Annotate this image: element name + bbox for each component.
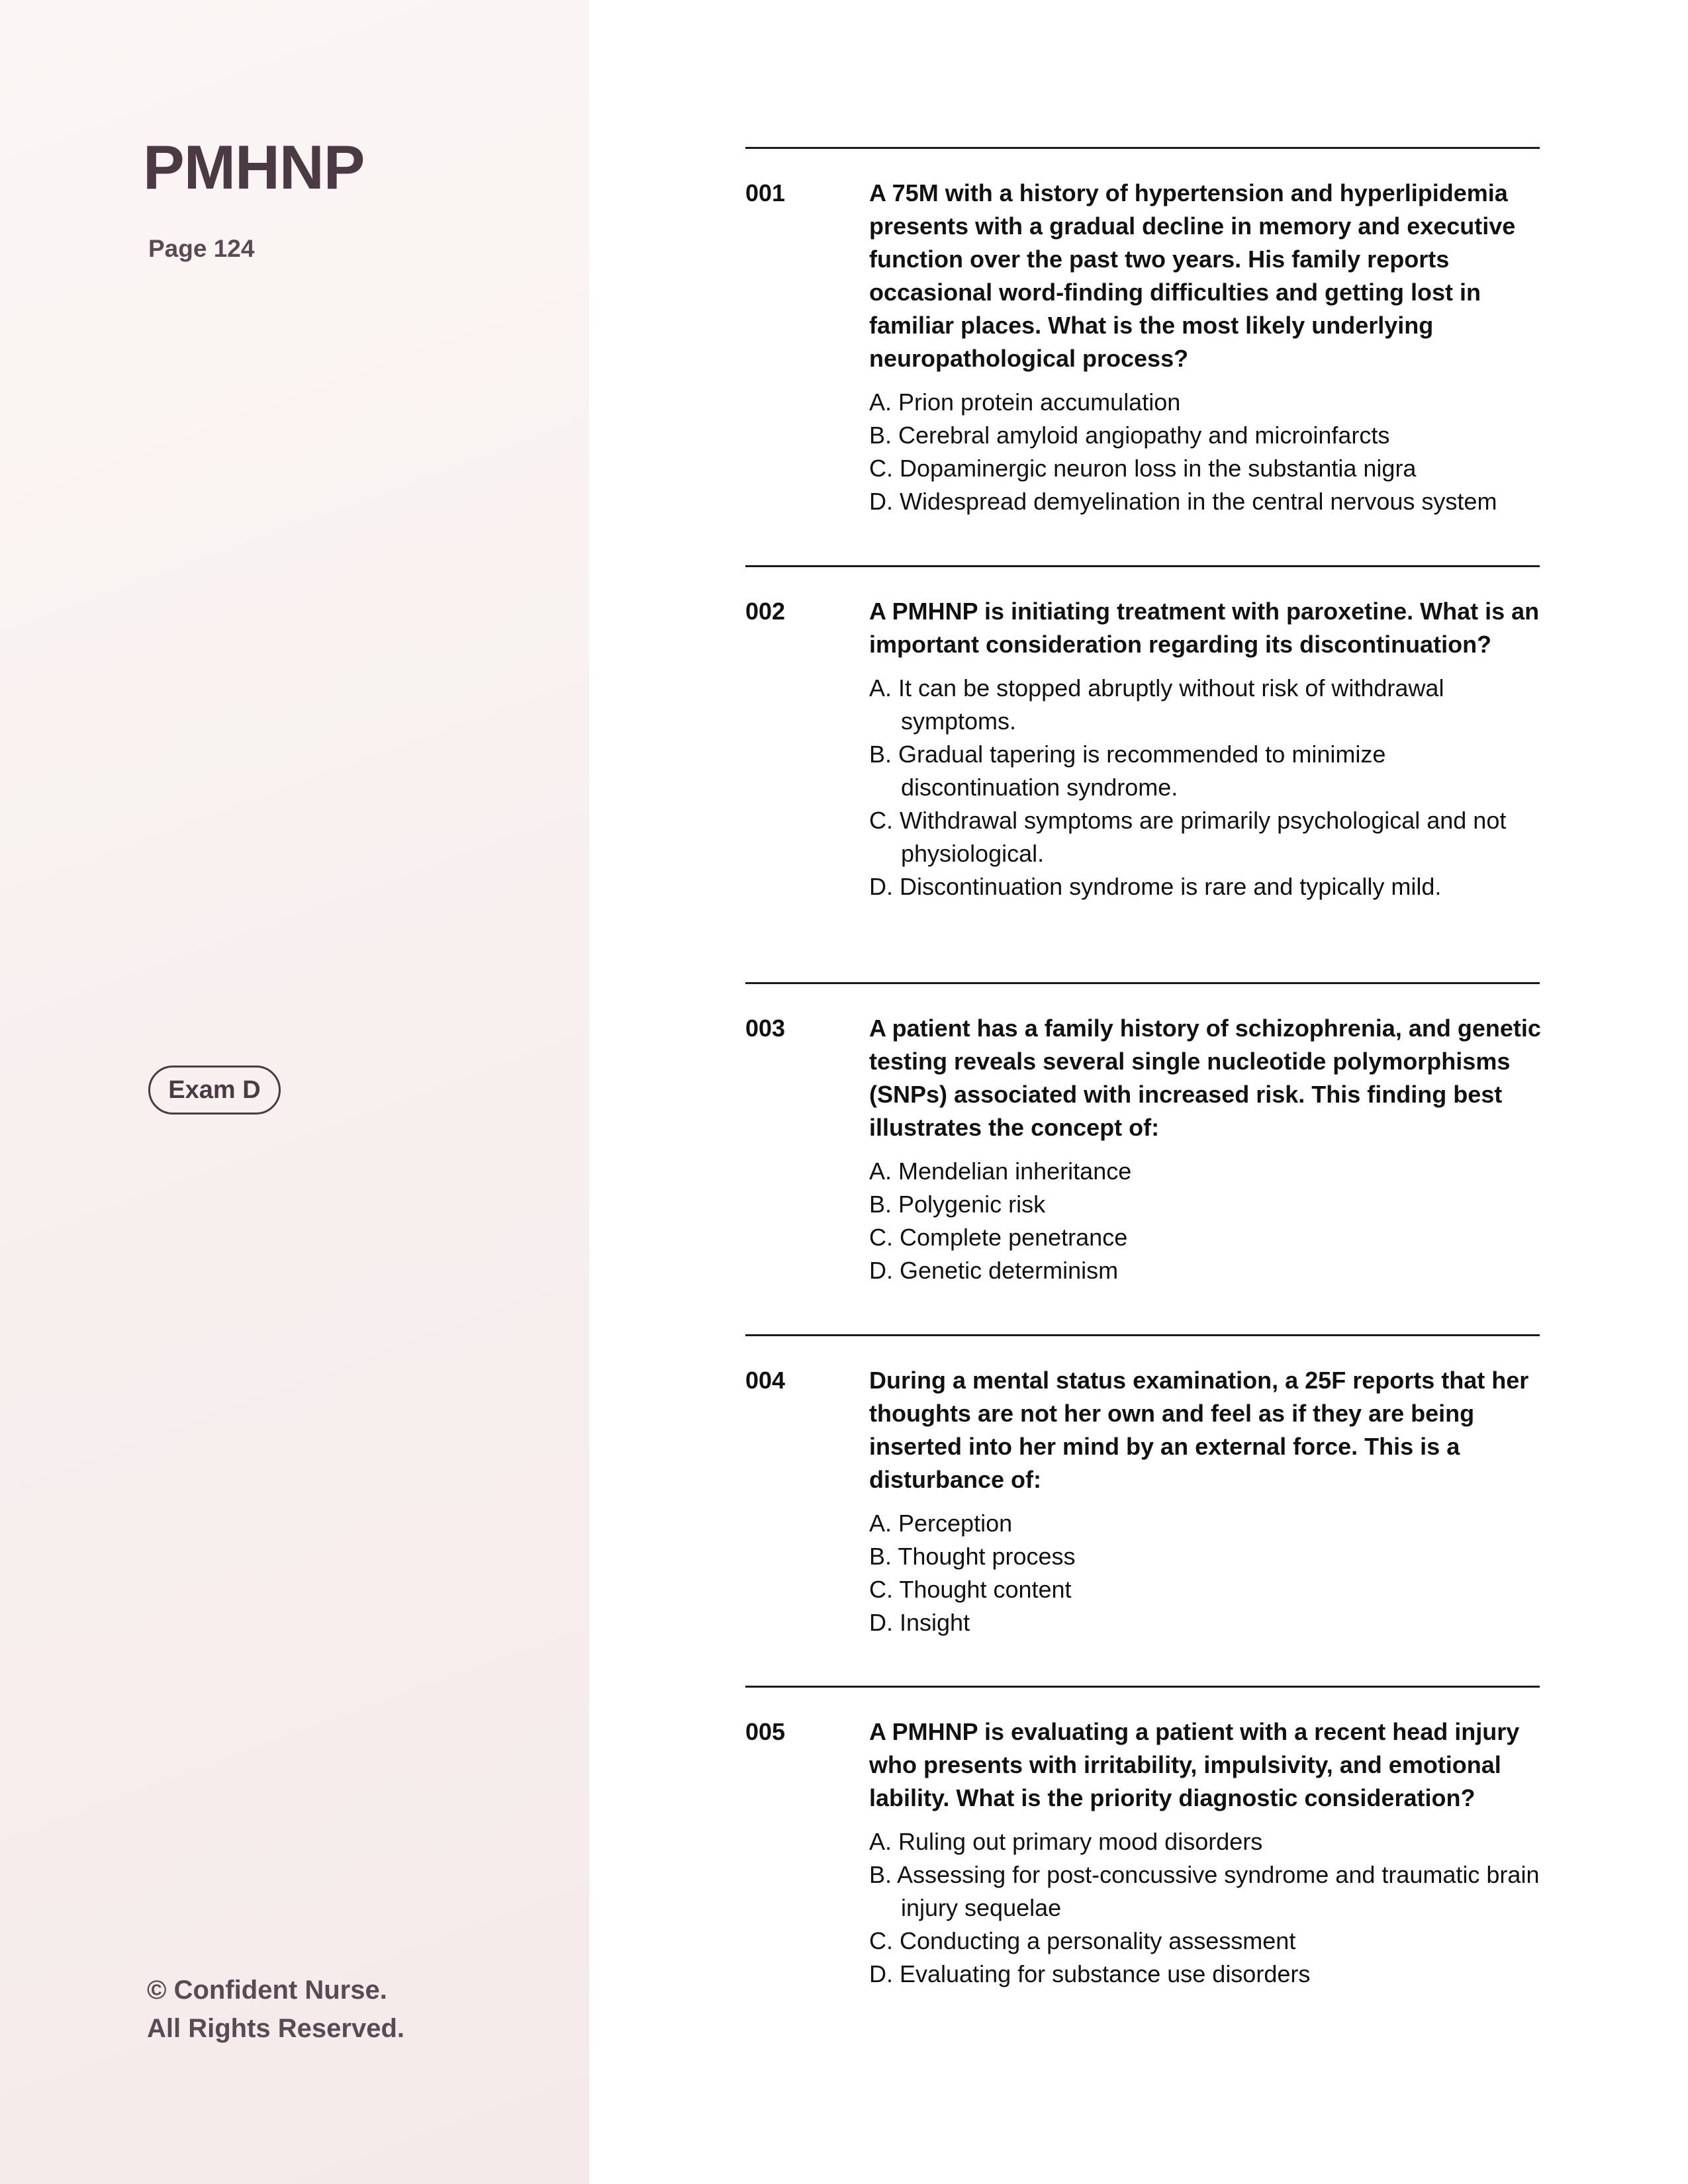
answer-option: D. Genetic determinism <box>869 1257 1119 1284</box>
answer-options <box>869 672 1544 903</box>
copyright-line: All Rights Reserved. <box>147 2014 405 2043</box>
question-004 <box>745 1334 1540 1636</box>
answer-option: A. Mendelian inheritance <box>869 1158 1132 1185</box>
answer-option: C. Thought content <box>869 1576 1072 1603</box>
answer-option: A. It can be stopped abruptly without risk of withdrawal symptoms. <box>869 674 1444 735</box>
answer-options <box>869 1155 1544 1287</box>
question-003 <box>745 982 1541 1284</box>
answer-options <box>869 1825 1544 1991</box>
question-body <box>869 595 1544 903</box>
answer-option: B. Polygenic risk <box>869 1191 1046 1218</box>
answer-option: C. Dopaminergic neuron loss in the substantia nigra <box>869 455 1417 482</box>
answer-option: A. Prion protein accumulation <box>869 388 1181 416</box>
exam-badge: Exam D <box>148 1066 281 1115</box>
answer-option: B. Thought process <box>869 1543 1076 1570</box>
question-number: 001 <box>745 179 786 206</box>
sidebar <box>0 0 589 2184</box>
question-number: 002 <box>745 598 786 625</box>
question-body <box>869 1715 1544 1991</box>
copyright-line: © Confident Nurse. <box>147 1976 387 2005</box>
question-001 <box>745 147 1540 515</box>
answer-options <box>869 386 1544 518</box>
answer-option: D. Widespread demyelination in the central nervous system <box>869 488 1497 515</box>
question-stem: A 75M with a history of hypertension and hyperlipidemia presents with a gradual decline in memory and executive function over the past two years. His family reports occasional word-finding difficulties and getting lost in familiar places. What is the most likely underlying neuropathological process? <box>869 179 1516 372</box>
question-stem: During a mental status examination, a 25F reports that her thoughts are not her own and feel as if they are being inserted into her mind by an external force. This is a disturbance of: <box>869 1367 1529 1493</box>
question-body <box>869 1012 1544 1287</box>
question-005 <box>745 1686 1540 1987</box>
question-number: 005 <box>745 1718 786 1745</box>
question-stem: A PMHNP is evaluating a patient with a recent head injury who presents with irritability, impulsivity, and emotional lability. What is the priority diagnostic consideration? <box>869 1718 1520 1811</box>
question-number: 004 <box>745 1367 786 1394</box>
answer-option: C. Conducting a personality assessment <box>869 1927 1296 1954</box>
answer-option: D. Evaluating for substance use disorders <box>869 1960 1311 1987</box>
answer-option: C. Withdrawal symptoms are primarily psychological and not physiological. <box>869 807 1507 867</box>
brand-title: PMHNP <box>143 132 365 202</box>
answer-option: D. Insight <box>869 1609 970 1636</box>
answer-option: A. Perception <box>869 1510 1013 1537</box>
answer-options <box>869 1507 1544 1639</box>
question-number: 003 <box>745 1015 786 1042</box>
answer-option: C. Complete penetrance <box>869 1224 1128 1251</box>
question-body <box>869 177 1544 518</box>
copyright-notice <box>147 1971 404 2048</box>
question-body <box>869 1364 1544 1639</box>
question-stem: A PMHNP is initiating treatment with paroxetine. What is an important consideration regarding its discontinuation? <box>869 598 1540 658</box>
question-002 <box>745 565 1540 900</box>
answer-option: B. Cerebral amyloid angiopathy and microinfarcts <box>869 422 1390 449</box>
answer-option: D. Discontinuation syndrome is rare and typically mild. <box>869 873 1442 900</box>
question-stem: A patient has a family history of schizophrenia, and genetic testing reveals several single nucleotide polymorphisms (SNPs) associated with increased risk. This finding best illustrates the concept of: <box>869 1015 1541 1141</box>
answer-option: B. Assessing for post-concussive syndrome and traumatic brain injury sequelae <box>869 1861 1540 1921</box>
answer-option: A. Ruling out primary mood disorders <box>869 1828 1263 1855</box>
answer-option: B. Gradual tapering is recommended to minimize discontinuation syndrome. <box>869 741 1386 801</box>
page-number: Page 124 <box>148 235 255 262</box>
